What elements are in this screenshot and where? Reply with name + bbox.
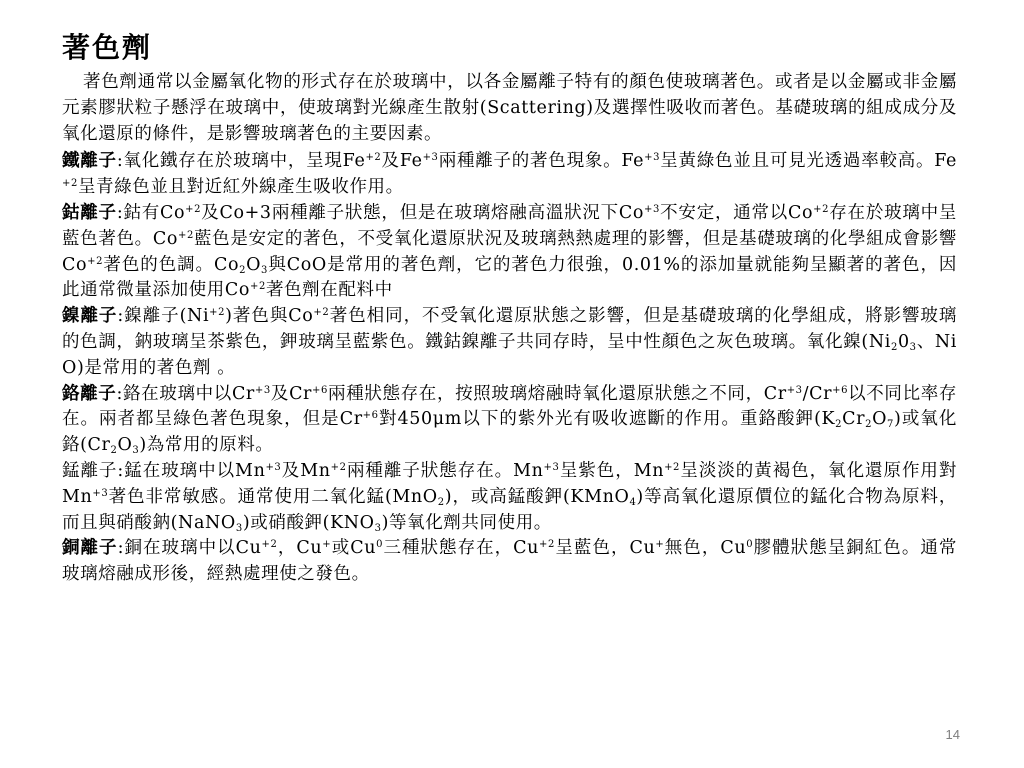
iron-ion-heading: 鐵離子 <box>62 151 117 172</box>
intro-paragraph: 著色劑通常以金屬氧化物的形式存在於玻璃中，以各金屬離子特有的顏色使玻璃著色。或者是以金屬或非金屬元素膠狀粒子懸浮在玻璃中，使玻璃對光線產生散射(Scattering)及選擇性吸收而著色。基礎玻璃的組成成分及氧化還原的條件，是影響玻璃著色的主要因素。 <box>62 72 957 144</box>
nickel-ion-heading: 鎳離子 <box>62 306 118 327</box>
manganese-ion-paragraph: 錳離子:錳在玻璃中以$Mn^{+3}$及$Mn^{+2}$兩種離子狀態存在。$Mn^{+3}$呈紫色，$Mn^{+2}$呈淡淡的黃褐色，氧化還原作用對$Mn^{+3}$著色非常敏感。通常使用二氧化錳(MnO$_2$)，或高錳酸鉀(KMnO$_4$)等高氧化還原價位的錳化合物為原料，而且與硝酸鈉(NaNO$_3$)或硝酸鉀$(KNO_3)$等氧化劑共同使用。 <box>62 460 957 534</box>
page-number: 14 <box>945 727 960 742</box>
cobalt-ion-paragraph: 鈷離子:鈷有$Co^{+2}$及Co+3兩種離子狀態，但是在玻璃熔融高溫狀況下$Co^{+3}$不安定，通常以$Co^{+2}$存在於玻璃中呈藍色著色。$Co^{+2}$藍色是安定的著色，不受氧化還原狀況及玻璃熱熱處理的影響，但是基礎玻璃的化學組成會影響$Co^{+2}$著色的色調。$Co_2O_3$與CoO是常用的著色劑，它的著色力很強，0.01%的添加量就能夠呈顯著的著色，因此通常微量添加使用$Co^{+2}$著色劑在配料中 <box>62 202 957 301</box>
chromium-ion-paragraph: 鉻離子:鉻在玻璃中以$Cr^{+3}$及$Cr^{+6}$兩種狀態存在，按照玻璃熔融時氧化還原狀態之不同，$Cr^{+3}/Cr^{+6}$以不同比率存在。兩者都呈綠色著色現象，但是$Cr^{+6}$對450μm以下的紫外光有吸收遮斷的作用。重鉻酸鉀$(K_2Cr_2O_7)$或氧化鉻$(Cr_2O_3)$為常用的原料。 <box>62 383 957 457</box>
nickel-ion-paragraph: 鎳離子:鎳離子$(Ni^{+2})$著色與$Co^{+2}$著色相同，不受氧化還原狀態之影響，但是基礎玻璃的化學組成，將影響玻璃的色調，鈉玻璃呈茶紫色，鉀玻璃呈藍紫色。鐵鈷鎳離子共同存時，呈中性顏色之灰色玻璃。氧化鎳($Ni_20_3$、NiO)是常用的著色劑 。 <box>62 306 957 378</box>
copper-ion-paragraph: 銅離子:銅在玻璃中以$Cu^{+2}$，Cu+或Cu$^0$三種狀態存在，$Cu^{+2}$呈藍色，Cu+無色，Cu$^0$膠體狀態呈銅紅色。通常玻璃熔融成形後，經熱處理使之發色。 <box>62 538 957 585</box>
chromium-ion-heading: 鉻離子 <box>62 383 117 404</box>
copper-ion-heading: 銅離子 <box>62 538 118 559</box>
slide-body <box>62 70 957 588</box>
manganese-ion-heading: 錳離子 <box>62 460 118 481</box>
iron-ion-paragraph: 鐵離子:氧化鐵存在於玻璃中，呈現$Fe^{+2}$及$Fe^{+3}$兩種離子的著色現象。$Fe^{+3}$呈黃綠色並且可見光透過率較高。$Fe^{+2}$呈青綠色並且對近紅外線產生吸收作用。 <box>62 151 958 198</box>
slide-title: 著色劑 <box>62 31 153 64</box>
cobalt-ion-heading: 鈷離子 <box>62 202 117 223</box>
